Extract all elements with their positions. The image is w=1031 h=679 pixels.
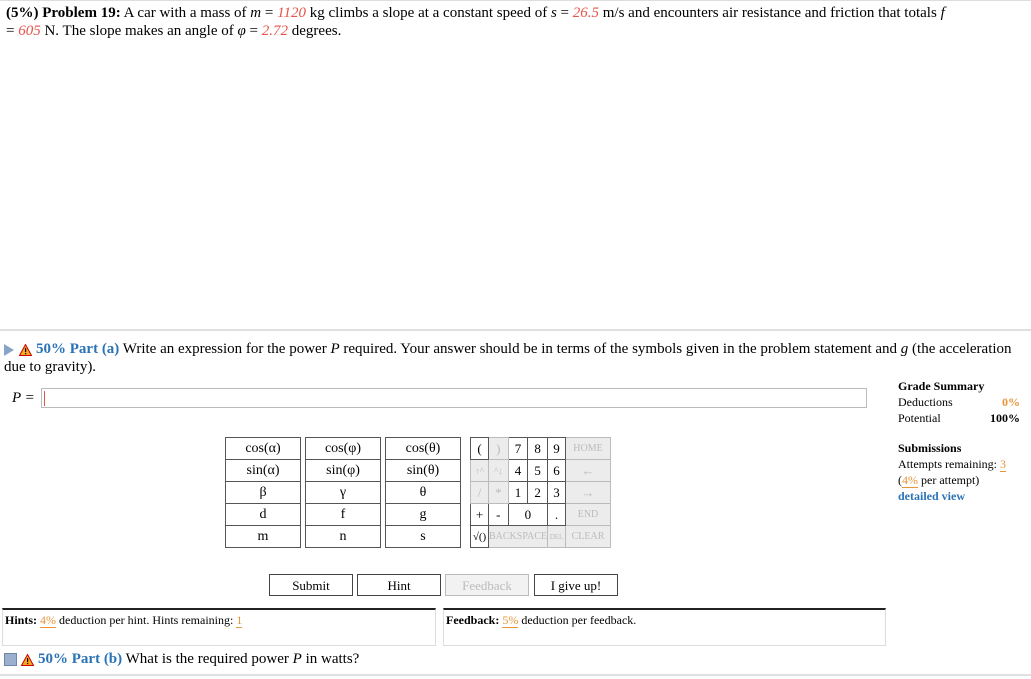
mass-value: 1120 [277,5,306,21]
key-sin-alpha[interactable]: sin(α) [226,460,301,482]
key-theta[interactable]: θ [386,482,461,504]
key-open-paren[interactable]: ( [471,438,489,460]
key-close-paren[interactable]: ) [489,438,509,460]
problem-text: kg climbs a slope at a constant speed of [309,5,548,21]
expand-triangle-icon[interactable] [4,344,14,356]
hints-label: Hints: [5,613,38,627]
top-divider [0,0,1031,1]
problem-statement [6,4,1026,40]
key-s[interactable]: s [386,526,461,548]
warning-icon [21,654,34,666]
problem-weight: (5%) [6,5,39,21]
feedback-text: deduction per feedback. [521,613,637,627]
section-divider [0,329,1031,331]
key-0[interactable]: 0 [508,504,547,526]
equals: = [249,23,259,39]
key-del[interactable]: DEL [548,526,566,548]
key-2[interactable]: 2 [528,482,548,504]
problem-text: degrees. [291,23,342,39]
bottom-divider [0,674,1031,676]
key-4[interactable]: 4 [508,460,528,482]
problem-text: m/s and encounters air resistance and friction that totals [602,5,937,21]
key-clear[interactable]: CLEAR [566,526,611,548]
force-symbol: f [940,5,945,21]
key-plus[interactable]: + [471,504,489,526]
key-subscript[interactable]: ^↓ [489,460,509,482]
submit-button[interactable]: Submit [269,574,353,596]
angle-symbol: φ [237,23,246,39]
part-b-header [4,650,1026,668]
key-cos-alpha[interactable]: cos(α) [226,438,301,460]
key-decimal[interactable]: . [548,504,566,526]
feedback-panel [443,608,886,646]
grade-summary-title: Grade Summary [898,379,985,393]
key-multiply[interactable]: * [489,482,509,504]
speed-value: 26.5 [572,5,599,21]
key-3[interactable]: 3 [548,482,566,504]
key-end[interactable]: END [566,504,611,526]
text-caret [44,391,45,406]
part-a-text: required. Your answer should be in terms of the symbols given in the problem statement and [343,341,898,357]
key-sqrt[interactable]: √() [471,526,489,548]
key-sin-theta[interactable]: sin(θ) [386,460,461,482]
key-f[interactable]: f [306,504,381,526]
key-n[interactable]: n [306,526,381,548]
key-sin-phi[interactable]: sin(φ) [306,460,381,482]
key-backspace[interactable]: BACKSPACE [489,526,548,548]
key-divide[interactable]: / [471,482,489,504]
key-d[interactable]: d [226,504,301,526]
symbol-keypad [225,437,461,548]
gravity-symbol: g [900,341,909,357]
collapse-square-icon[interactable] [4,653,17,666]
per-attempt-pct: 4% [902,473,918,487]
key-left-arrow[interactable]: ← [566,460,611,482]
part-b-text: in watts? [305,651,360,667]
answer-input[interactable] [41,388,867,408]
key-cos-phi[interactable]: cos(φ) [306,438,381,460]
key-1[interactable]: 1 [508,482,528,504]
problem-label: Problem 19: [42,5,121,21]
key-8[interactable]: 8 [528,438,548,460]
part-a-text: (the acceleration due to gravity). [4,341,1012,375]
key-7[interactable]: 7 [508,438,528,460]
equals: = [560,5,569,21]
angle-value: 2.72 [261,23,289,39]
part-b-weight: 50% Part (b) [38,651,123,667]
number-keypad [470,437,611,548]
key-m[interactable]: m [226,526,301,548]
key-superscript[interactable]: ↑^ [471,460,489,482]
feedback-button[interactable]: Feedback [445,574,529,596]
attempts-value: 3 [999,457,1006,471]
part-a-header [4,340,1026,376]
power-symbol: P [292,651,302,667]
power-symbol: P [330,341,340,357]
hint-button[interactable]: Hint [357,574,441,596]
key-beta[interactable]: β [226,482,301,504]
key-cos-theta[interactable]: cos(θ) [386,438,461,460]
hints-panel [2,608,436,646]
problem-text: A car with a mass of [123,5,247,21]
key-minus[interactable]: - [489,504,509,526]
deductions-label: Deductions [898,395,953,409]
key-right-arrow[interactable]: → [566,482,611,504]
feedback-pct: 5% [502,613,519,627]
deductions-value: 0% [1002,395,1020,409]
feedback-label: Feedback: [446,613,500,627]
part-a-weight: 50% Part (a) [36,341,120,357]
hints-pct: 4% [40,613,57,627]
equals: = [6,23,15,39]
grade-summary: Grade Summary Deductions 0% Potential 100% Submissions Attempts remaining: 3 (4% per attempt) detailed view [898,379,1020,503]
warning-icon [19,344,32,356]
answer-label: P = [12,390,35,406]
problem-text: N. The slope makes an angle of [44,23,234,39]
part-b-text: What is the required power [125,651,289,667]
part-a-text: Write an expression for the power [122,341,327,357]
submissions-title: Submissions [898,441,962,455]
attempts-label: Attempts remaining: [898,457,997,471]
per-attempt-text: per attempt) [921,473,980,487]
key-5[interactable]: 5 [528,460,548,482]
key-9[interactable]: 9 [548,438,566,460]
give-up-button[interactable]: I give up! [534,574,618,596]
potential-label: Potential [898,411,941,425]
key-g[interactable]: g [386,504,461,526]
key-gamma[interactable]: γ [306,482,381,504]
speed-symbol: s [550,5,557,21]
mass-symbol: m [250,5,262,21]
equals: = [264,5,274,21]
detailed-view-link[interactable]: detailed view [898,489,965,503]
key-home[interactable]: HOME [566,438,611,460]
hints-remaining: 1 [236,613,243,627]
potential-value: 100% [990,411,1020,425]
hints-text: deduction per hint. Hints remaining: [59,613,234,627]
key-6[interactable]: 6 [548,460,566,482]
force-value: 605 [18,23,41,39]
